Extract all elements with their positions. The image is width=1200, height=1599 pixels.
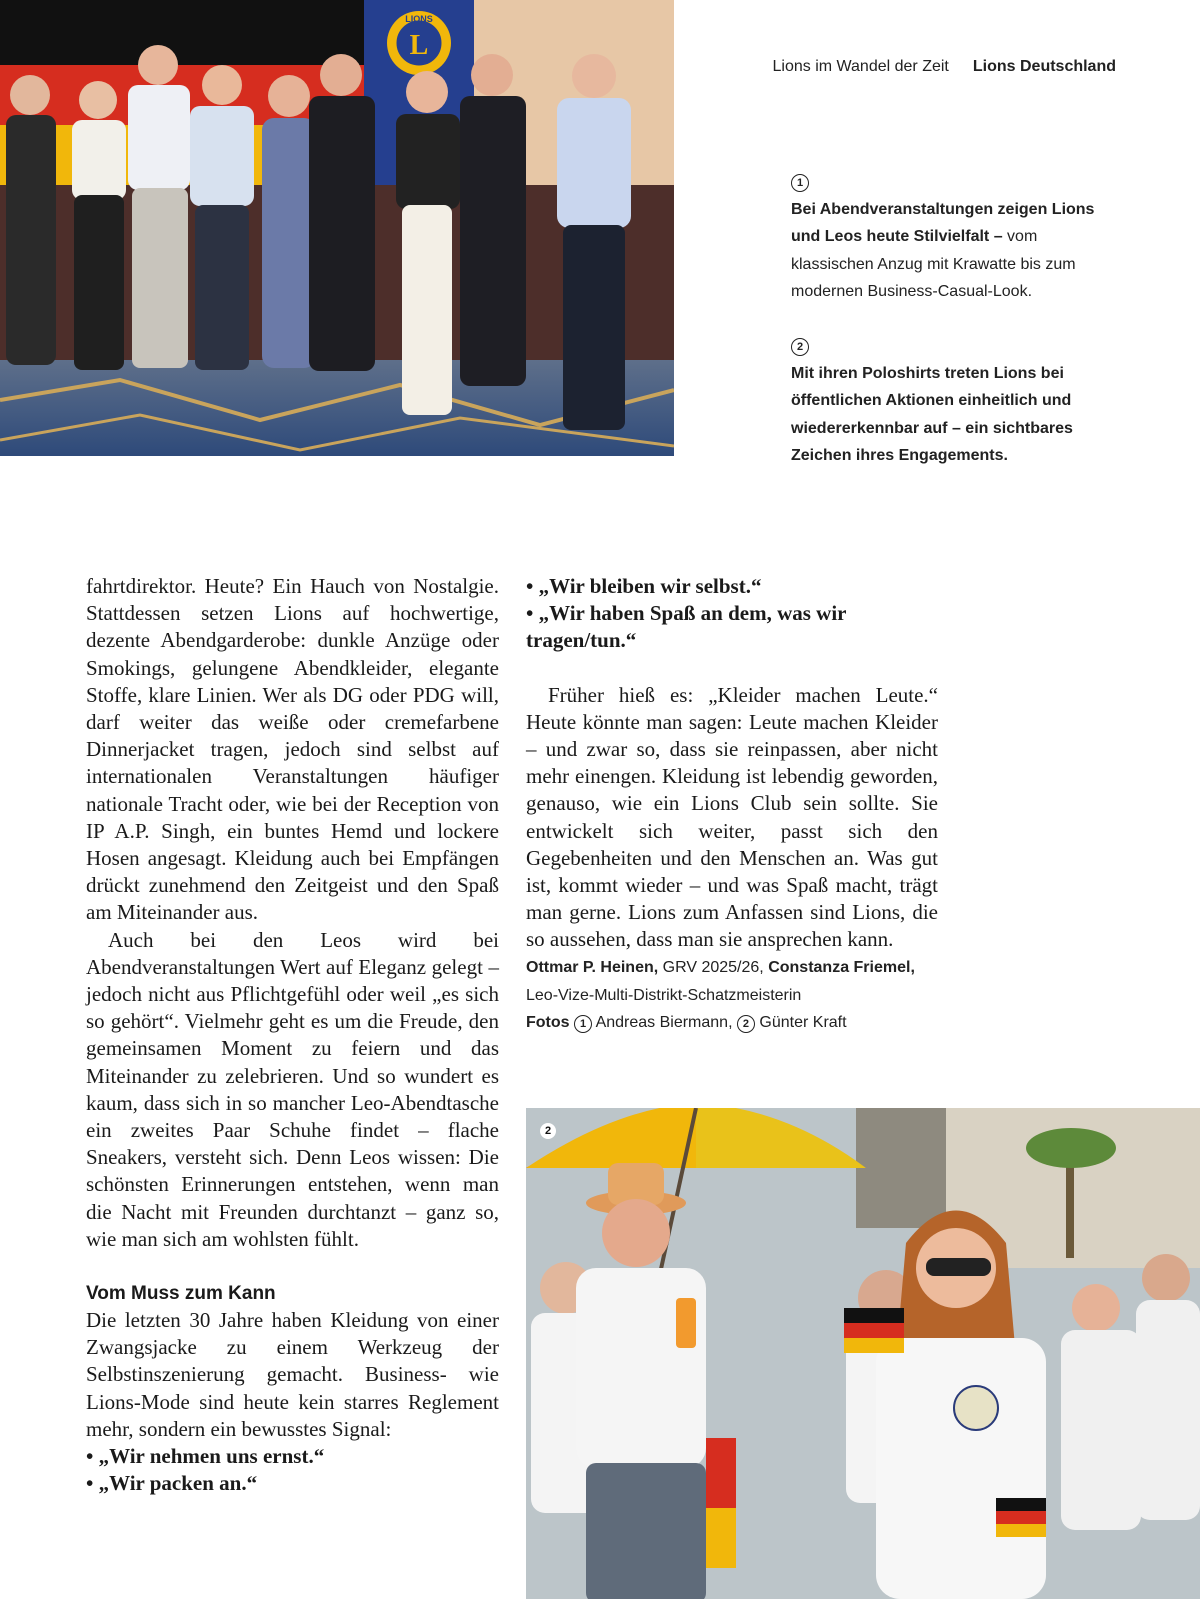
caption-number-2: 2: [791, 338, 809, 356]
photo-parade: [526, 1108, 1200, 1599]
parade-photo-illustration: [526, 1108, 1200, 1599]
author-1: Ottmar P. Heinen,: [526, 959, 659, 976]
author-credits: [526, 954, 946, 1037]
author-2: Constanza Friemel,: [768, 959, 915, 976]
paragraph: Auch bei den Leos wird bei Abendveranstaltungen Wert auf Eleganz gelegt – jedoch nicht aus Pflichtgefühl oder weil „es sich so gehört“. Vielmehr geht es um die Freude, den gemeinsamen Moment zu feiern und das Miteinander zu zelebrieren. Und so wundert es kaum, dass sich in so mancher Leo-Abendtasche ein zweites Paar Schuhe findet – flache Sneakers, versteht sich. Denn Leos wissen: Die schönsten Erinnerungen entstehen, wenn man die Nacht mit Freunden durchtanzt – ganz so, wie man sich am wohlsten fühlt.: [86, 927, 499, 1251]
paragraph: Die letzten 30 Jahre haben Kleidung von einer Zwangsjacke zu einem Werkzeug der Selbstinszenierung gemacht. Business- wie Lions-Mode sind heute kein starres Reglement mehr, sondern ein bewusstes Signal:: [86, 1308, 499, 1441]
caption-1-bold: Bei Abendveranstaltungen zeigen Lions und Leos heute Stilvielfalt –: [791, 200, 1095, 245]
article-column-right: [526, 573, 938, 954]
author-1-role: GRV 2025/26,: [658, 959, 769, 976]
article-column-left: [86, 573, 499, 1498]
caption-number-1: 1: [791, 174, 809, 192]
caption-1-text: vom klassischen Anzug mit Krawatte bis zum modernen Business-Casual-Look.: [791, 228, 1076, 300]
section-heading: Vom Muss zum Kann: [86, 1283, 276, 1305]
author-2-role: Leo-Vize-Multi-Distrikt-Schatzmeisterin: [526, 986, 802, 1004]
bullet-item: • „Wir packen an.“: [86, 1471, 258, 1496]
photos-label: Fotos: [526, 1014, 570, 1031]
emblem-letter: L: [409, 30, 429, 61]
header-brand: Lions Deutschland: [972, 58, 1116, 75]
paragraph: fahrtdirektor. Heute? Ein Hauch von Nostalgie. Stattdessen setzen Lions auf hochwertige, dezente Abendgarderobe: dunkle Anzüge oder Smokings, gelungene Abendkleider, elegante Stoffe, klare Linien. Wer als DG oder PDG will, darf weiter das weiße oder cremefarbene Dinnerjacket tragen, jedoch sind selbst auf internationalen Veranstaltungen häufiger nationale Tracht oder, wie bei der Reception von IP A.P. Singh, ein buntes Hemd und lockere Hosen angesagt. Kleidung auch bei Empfängen drückt zunehmend den Zeitgeist und den Spaß am Miteinander aus.: [86, 574, 499, 925]
photo-credit-number-2: 2: [737, 1015, 755, 1033]
bullet-item: • „Wir haben Spaß an dem, was wir tragen/tun.“: [526, 601, 847, 653]
bullet-item: • „Wir bleiben wir selbst.“: [526, 574, 762, 598]
gala-photo-illustration: [0, 0, 674, 456]
bullet-item: • „Wir nehmen uns ernst.“: [86, 1444, 325, 1469]
photo-credit-1: Andreas Biermann,: [592, 1014, 737, 1031]
photo-number-badge: 2: [540, 1123, 556, 1139]
header-section-title: Lions im Wandel der Zeit: [772, 58, 949, 75]
page-header: [773, 58, 1117, 76]
emblem-text: LIONS: [405, 14, 433, 24]
paragraph: Früher hieß es: „Kleider machen Leute.“ Heute könnte man sagen: Leute machen Kleider – und zwar so, dass sie reinpassen, aber nicht mehr einengen. Kleidung ist lebendig geworden, genauso, wie ein Lions Club sein sollte. Sie entwickelt sich weiter, passt sich den Gegebenheiten und den Menschen an. Was gut ist, kommt wieder – und was Spaß macht, trägt man gerne. Lions zum Anfassen sind Lions, die so aussehen, dass man sie ansprechen kann.: [526, 682, 938, 952]
photo-credit-number-1: 1: [574, 1015, 592, 1033]
photo-credit-2: Günter Kraft: [754, 1014, 847, 1031]
caption-2-bold: Mit ihren Poloshirts treten Lions bei öffentlichen Aktionen einheitlich und wiedererkennbar auf – ein sichtbares Zeichen ihres Engagements.: [791, 364, 1073, 464]
lions-emblem: [387, 11, 451, 75]
photo-gala-group: [0, 0, 674, 456]
photo-caption-1: [791, 168, 1111, 306]
photo-caption-2: [791, 332, 1111, 470]
